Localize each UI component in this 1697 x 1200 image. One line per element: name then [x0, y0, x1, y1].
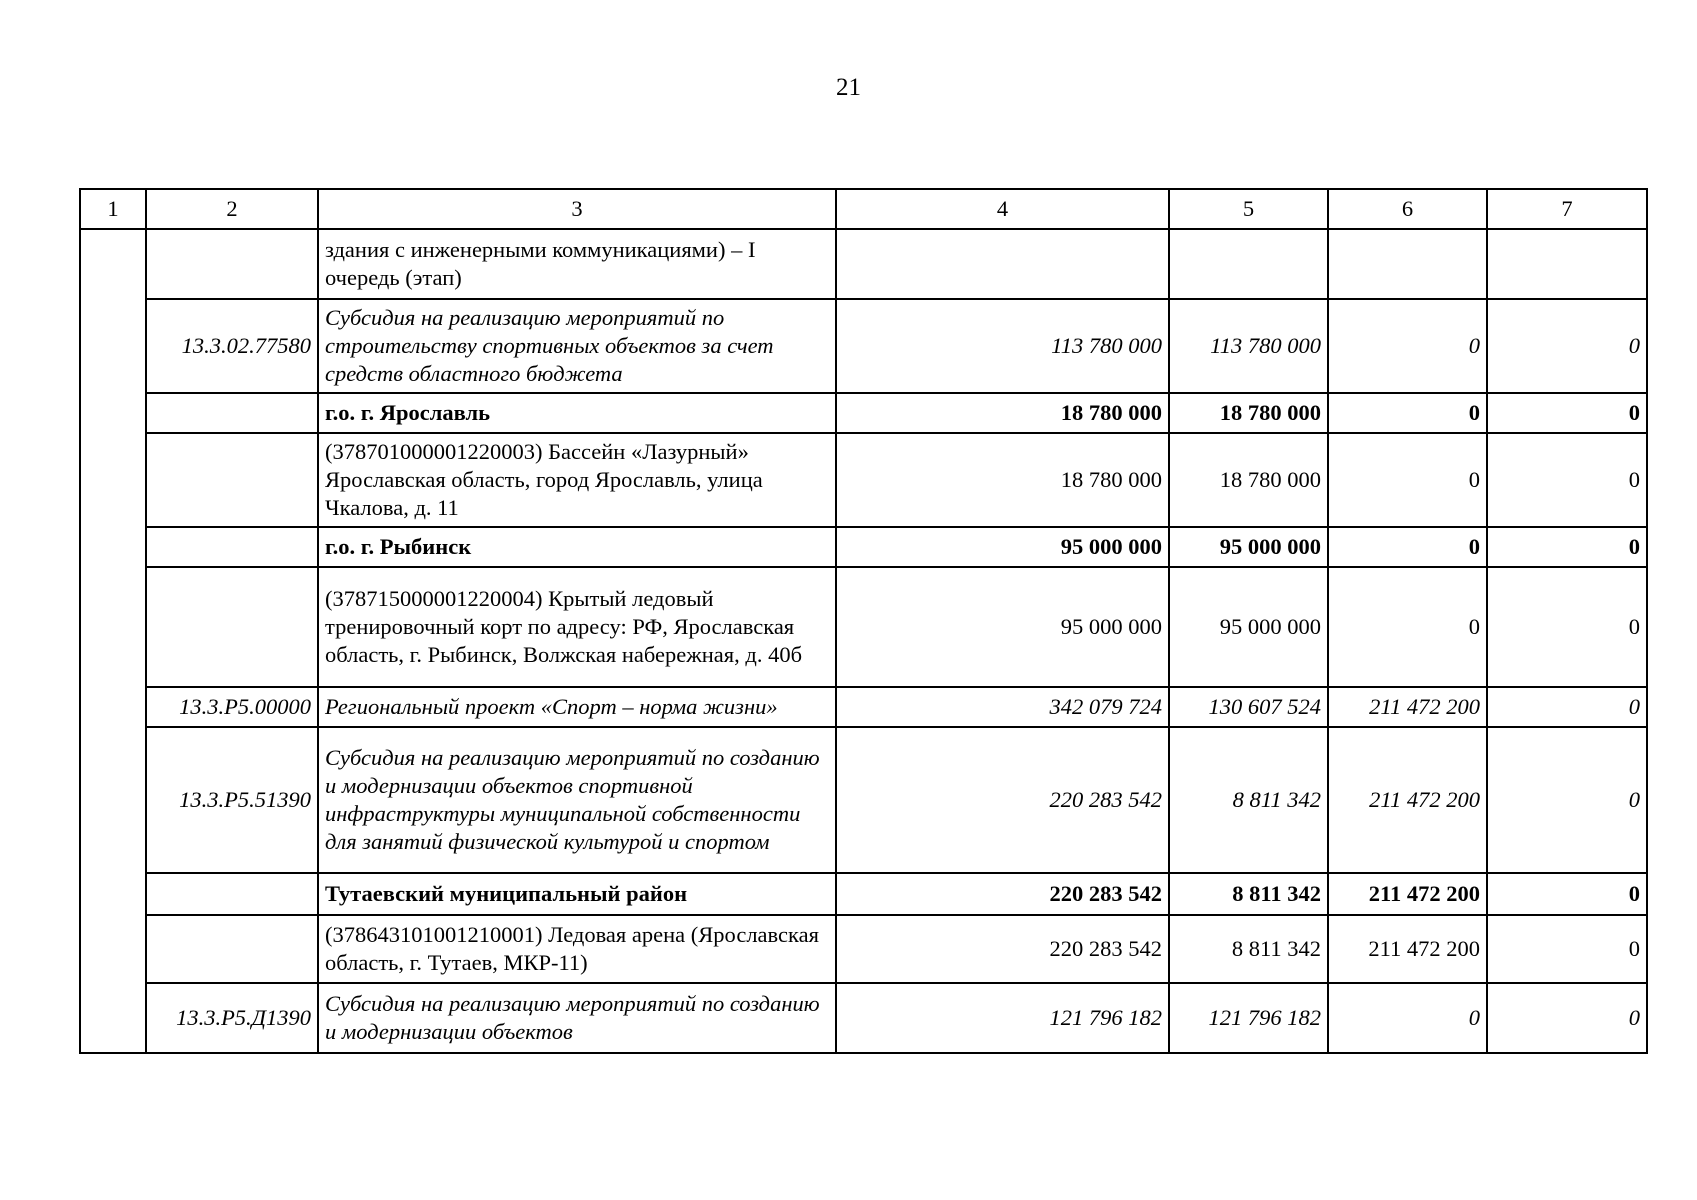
row-value-col6: 0 — [1328, 433, 1487, 527]
row-name: здания с инженерными коммуникациями) – I очередь (этап) — [318, 229, 836, 299]
row-value-col7 — [1487, 229, 1647, 299]
row-value-col4: 121 796 182 — [836, 983, 1169, 1053]
header-cell: 5 — [1169, 189, 1328, 229]
header-cell: 1 — [80, 189, 146, 229]
row-value-col6: 0 — [1328, 393, 1487, 433]
row-name: Субсидия на реализацию мероприятий по строительству спортивных объектов за счет средств областного бюджета — [318, 299, 836, 393]
row-value-col5: 8 811 342 — [1169, 873, 1328, 915]
row-code: 13.3.P5.00000 — [146, 687, 318, 727]
row-value-col5: 121 796 182 — [1169, 983, 1328, 1053]
row-value-col6: 211 472 200 — [1328, 727, 1487, 873]
row-value-col6: 0 — [1328, 983, 1487, 1053]
row-value-col4: 220 283 542 — [836, 873, 1169, 915]
row-value-col7: 0 — [1487, 687, 1647, 727]
row-value-col5 — [1169, 229, 1328, 299]
row-code — [146, 527, 318, 567]
row-code — [146, 567, 318, 687]
row-name: г.о. г. Рыбинск — [318, 527, 836, 567]
row-code: 13.3.02.77580 — [146, 299, 318, 393]
table-row — [80, 727, 1647, 873]
row-name: Тутаевский муниципальный район — [318, 873, 836, 915]
row-value-col7: 0 — [1487, 299, 1647, 393]
table-row — [80, 567, 1647, 687]
row-value-col5: 8 811 342 — [1169, 915, 1328, 983]
table-row — [80, 915, 1647, 983]
row-value-col7: 0 — [1487, 393, 1647, 433]
row-value-col7: 0 — [1487, 567, 1647, 687]
table-row — [80, 433, 1647, 527]
table-row — [80, 983, 1647, 1053]
table-header-row — [80, 189, 1647, 229]
row-number-cell — [80, 229, 146, 1053]
table-row — [80, 299, 1647, 393]
row-value-col6: 211 472 200 — [1328, 687, 1487, 727]
row-value-col5: 18 780 000 — [1169, 433, 1328, 527]
row-value-col4: 220 283 542 — [836, 727, 1169, 873]
row-value-col6: 0 — [1328, 299, 1487, 393]
row-value-col4: 342 079 724 — [836, 687, 1169, 727]
row-value-col4: 95 000 000 — [836, 527, 1169, 567]
row-code — [146, 915, 318, 983]
header-cell: 3 — [318, 189, 836, 229]
row-name: Региональный проект «Спорт – норма жизни» — [318, 687, 836, 727]
row-value-col6: 211 472 200 — [1328, 873, 1487, 915]
row-code — [146, 393, 318, 433]
row-value-col7: 0 — [1487, 983, 1647, 1053]
row-code — [146, 229, 318, 299]
row-value-col7: 0 — [1487, 873, 1647, 915]
row-value-col6 — [1328, 229, 1487, 299]
row-code: 13.3.P5.Д1390 — [146, 983, 318, 1053]
row-value-col4: 220 283 542 — [836, 915, 1169, 983]
row-value-col5: 95 000 000 — [1169, 527, 1328, 567]
row-value-col5: 8 811 342 — [1169, 727, 1328, 873]
row-value-col6: 0 — [1328, 567, 1487, 687]
table-row — [80, 873, 1647, 915]
row-value-col4: 18 780 000 — [836, 433, 1169, 527]
row-value-col5: 95 000 000 — [1169, 567, 1328, 687]
row-value-col6: 0 — [1328, 527, 1487, 567]
row-value-col5: 18 780 000 — [1169, 393, 1328, 433]
row-code — [146, 433, 318, 527]
table-row — [80, 687, 1647, 727]
budget-table — [79, 188, 1648, 1054]
row-name: (378643101001210001) Ледовая арена (Ярославская область, г. Тутаев, МКР-11) — [318, 915, 836, 983]
row-value-col6: 211 472 200 — [1328, 915, 1487, 983]
table-row — [80, 393, 1647, 433]
row-name: (378715000001220004) Крытый ледовый тренировочный корт по адресу: РФ, Ярославская область, г. Рыбинск, Волжская набережная, д. 40б — [318, 567, 836, 687]
row-name: Субсидия на реализацию мероприятий по созданию и модернизации объектов спортивной инфраструктуры муниципальной собственности для занятий физической культурой и спортом — [318, 727, 836, 873]
table-row — [80, 527, 1647, 567]
row-value-col4: 18 780 000 — [836, 393, 1169, 433]
row-value-col4: 95 000 000 — [836, 567, 1169, 687]
row-value-col7: 0 — [1487, 915, 1647, 983]
header-cell: 2 — [146, 189, 318, 229]
row-name: (378701000001220003) Бассейн «Лазурный» Ярославская область, город Ярославль, улица Чкалова, д. 11 — [318, 433, 836, 527]
row-value-col4: 113 780 000 — [836, 299, 1169, 393]
row-value-col7: 0 — [1487, 727, 1647, 873]
row-value-col4 — [836, 229, 1169, 299]
header-cell: 6 — [1328, 189, 1487, 229]
table-row — [80, 229, 1647, 299]
row-code — [146, 873, 318, 915]
header-cell: 4 — [836, 189, 1169, 229]
row-name: г.о. г. Ярославль — [318, 393, 836, 433]
page-number: 21 — [836, 74, 861, 101]
row-value-col7: 0 — [1487, 433, 1647, 527]
row-name: Субсидия на реализацию мероприятий по созданию и модернизации объектов — [318, 983, 836, 1053]
row-value-col7: 0 — [1487, 527, 1647, 567]
row-code: 13.3.P5.51390 — [146, 727, 318, 873]
header-cell: 7 — [1487, 189, 1647, 229]
row-value-col5: 130 607 524 — [1169, 687, 1328, 727]
row-value-col5: 113 780 000 — [1169, 299, 1328, 393]
